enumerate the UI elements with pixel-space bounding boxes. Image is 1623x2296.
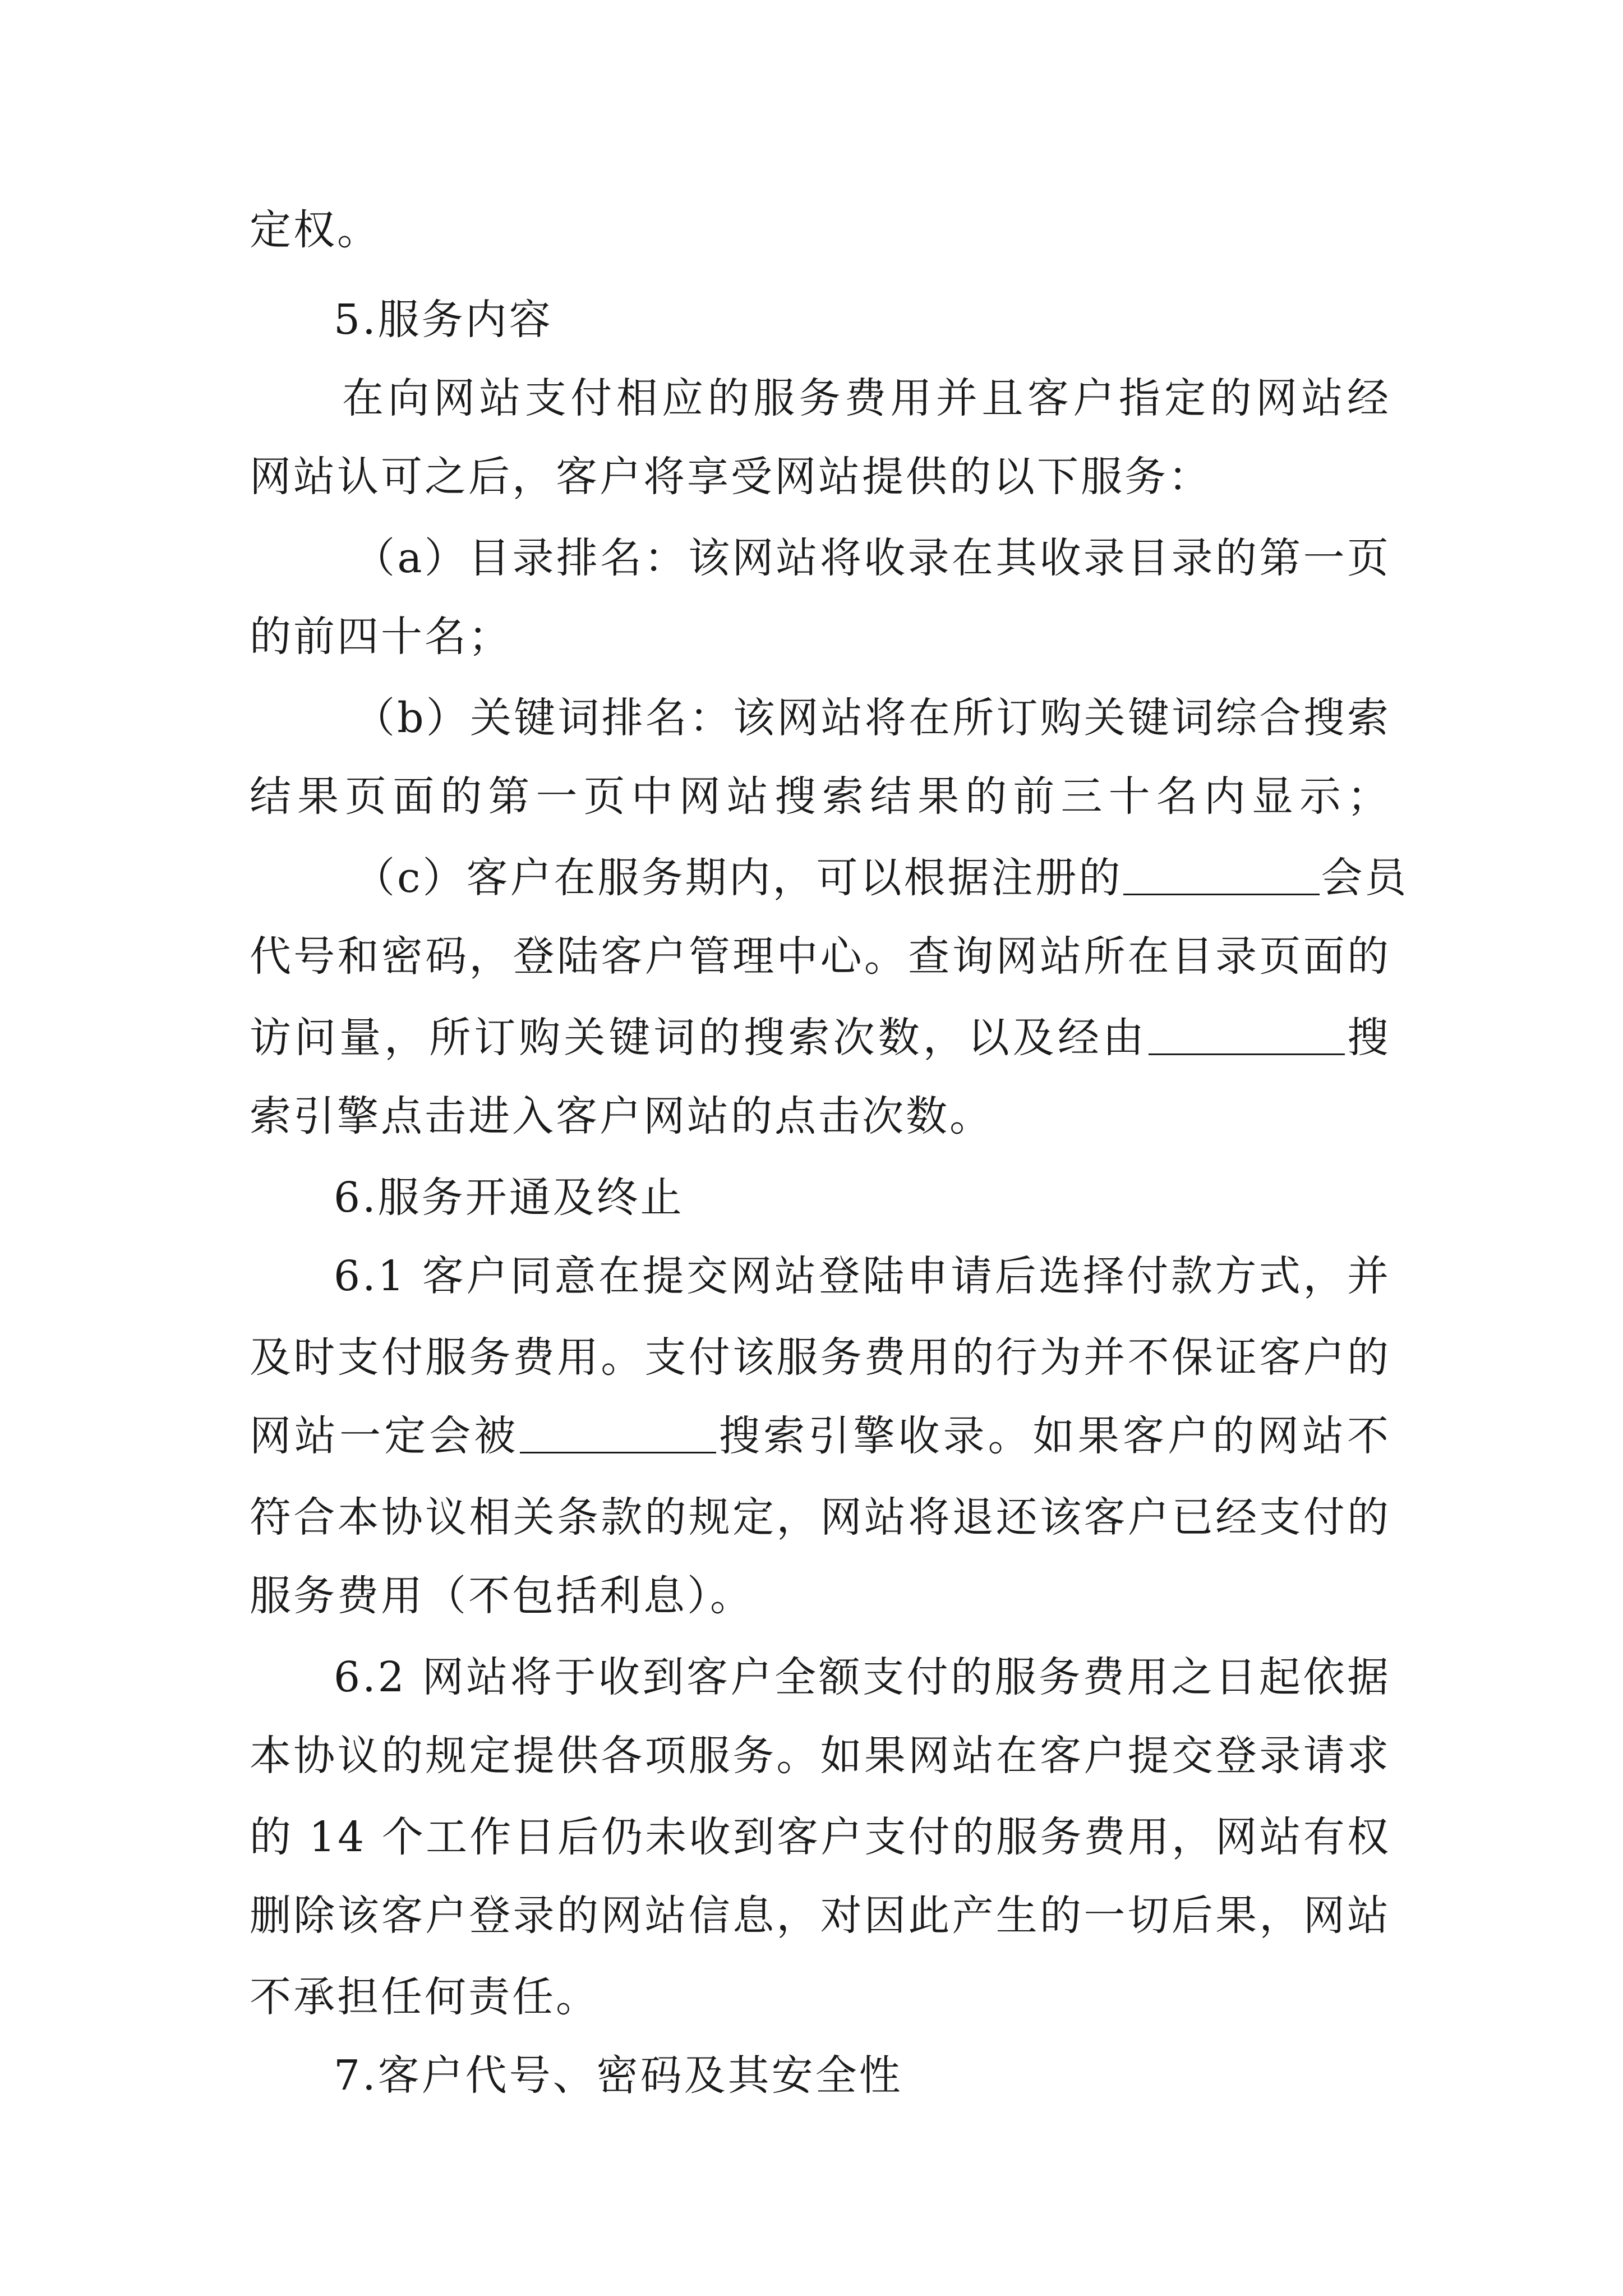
list-item-line: （b）关键词排名：该网站将在所订购关键词综合搜索 (353, 694, 1391, 742)
paragraph-line: 符合本协议相关条款的规定，网站将退还该客户已经支付的 (250, 1493, 1391, 1542)
paragraph-line: 服务费用（不包括利息）。 (250, 1572, 754, 1620)
fill-in-blank (520, 1410, 716, 1453)
list-item-line (250, 1010, 1391, 1066)
paragraph-line: 不承担任何责任。 (250, 1973, 600, 2021)
paragraph-line: 6.2 网站将于收到客户全额支付的服务费用之日起依据 (334, 1653, 1391, 1701)
fill-in-blank (1123, 852, 1320, 895)
list-item-line: 代号和密码，登陆客户管理中心。查询网站所在目录页面的 (250, 932, 1391, 981)
paragraph-line (250, 1408, 1391, 1464)
paragraph-line: 定权。 (250, 206, 381, 254)
text-segment: 搜索引擎收录。如果客户的网站不 (717, 1412, 1391, 1460)
text-segment: 搜 (1345, 1014, 1391, 1062)
paragraph-line: 删除该客户登录的网站信息，对因此产生的一切后果，网站 (250, 1892, 1391, 1940)
paragraph-line: 在向网站支付相应的服务费用并且客户指定的网站经 (342, 374, 1391, 422)
list-item-line: 的前四十名； (250, 613, 512, 661)
list-item-line: 结果页面的第一页中网站搜索结果的前三十名内显示； (250, 772, 1391, 821)
text-segment: （c）客户在服务期内，可以根据注册的 (353, 854, 1123, 902)
text-segment: 会员 (1321, 854, 1409, 902)
list-item-line (353, 850, 1409, 906)
paragraph-line: 的 14 个工作日后仍未收到客户支付的服务费用，网站有权 (250, 1813, 1391, 1861)
paragraph-line: 本协议的规定提供各项服务。如果网站在客户提交登录请求 (250, 1732, 1391, 1780)
section-heading: 7.客户代号、密码及其安全性 (334, 2051, 903, 2100)
section-heading: 6.服务开通及终止 (334, 1174, 684, 1222)
paragraph-line: 网站认可之后，客户将享受网站提供的以下服务： (250, 453, 1212, 501)
list-item-line: 索引擎点击进入客户网站的点击次数。 (250, 1092, 993, 1140)
text-segment: 网站一定会被 (250, 1412, 519, 1460)
paragraph-line: 及时支付服务费用。支付该服务费用的行为并不保证客户的 (250, 1333, 1391, 1382)
list-item-line: （a）目录排名：该网站将收录在其收录目录的第一页 (353, 534, 1391, 582)
paragraph-line: 6.1 客户同意在提交网站登陆申请后选择付款方式，并 (334, 1252, 1391, 1300)
text-segment: 访问量，所订购关键词的搜索次数，以及经由 (250, 1014, 1147, 1062)
section-heading: 5.服务内容 (334, 296, 553, 344)
fill-in-blank (1149, 1012, 1345, 1055)
